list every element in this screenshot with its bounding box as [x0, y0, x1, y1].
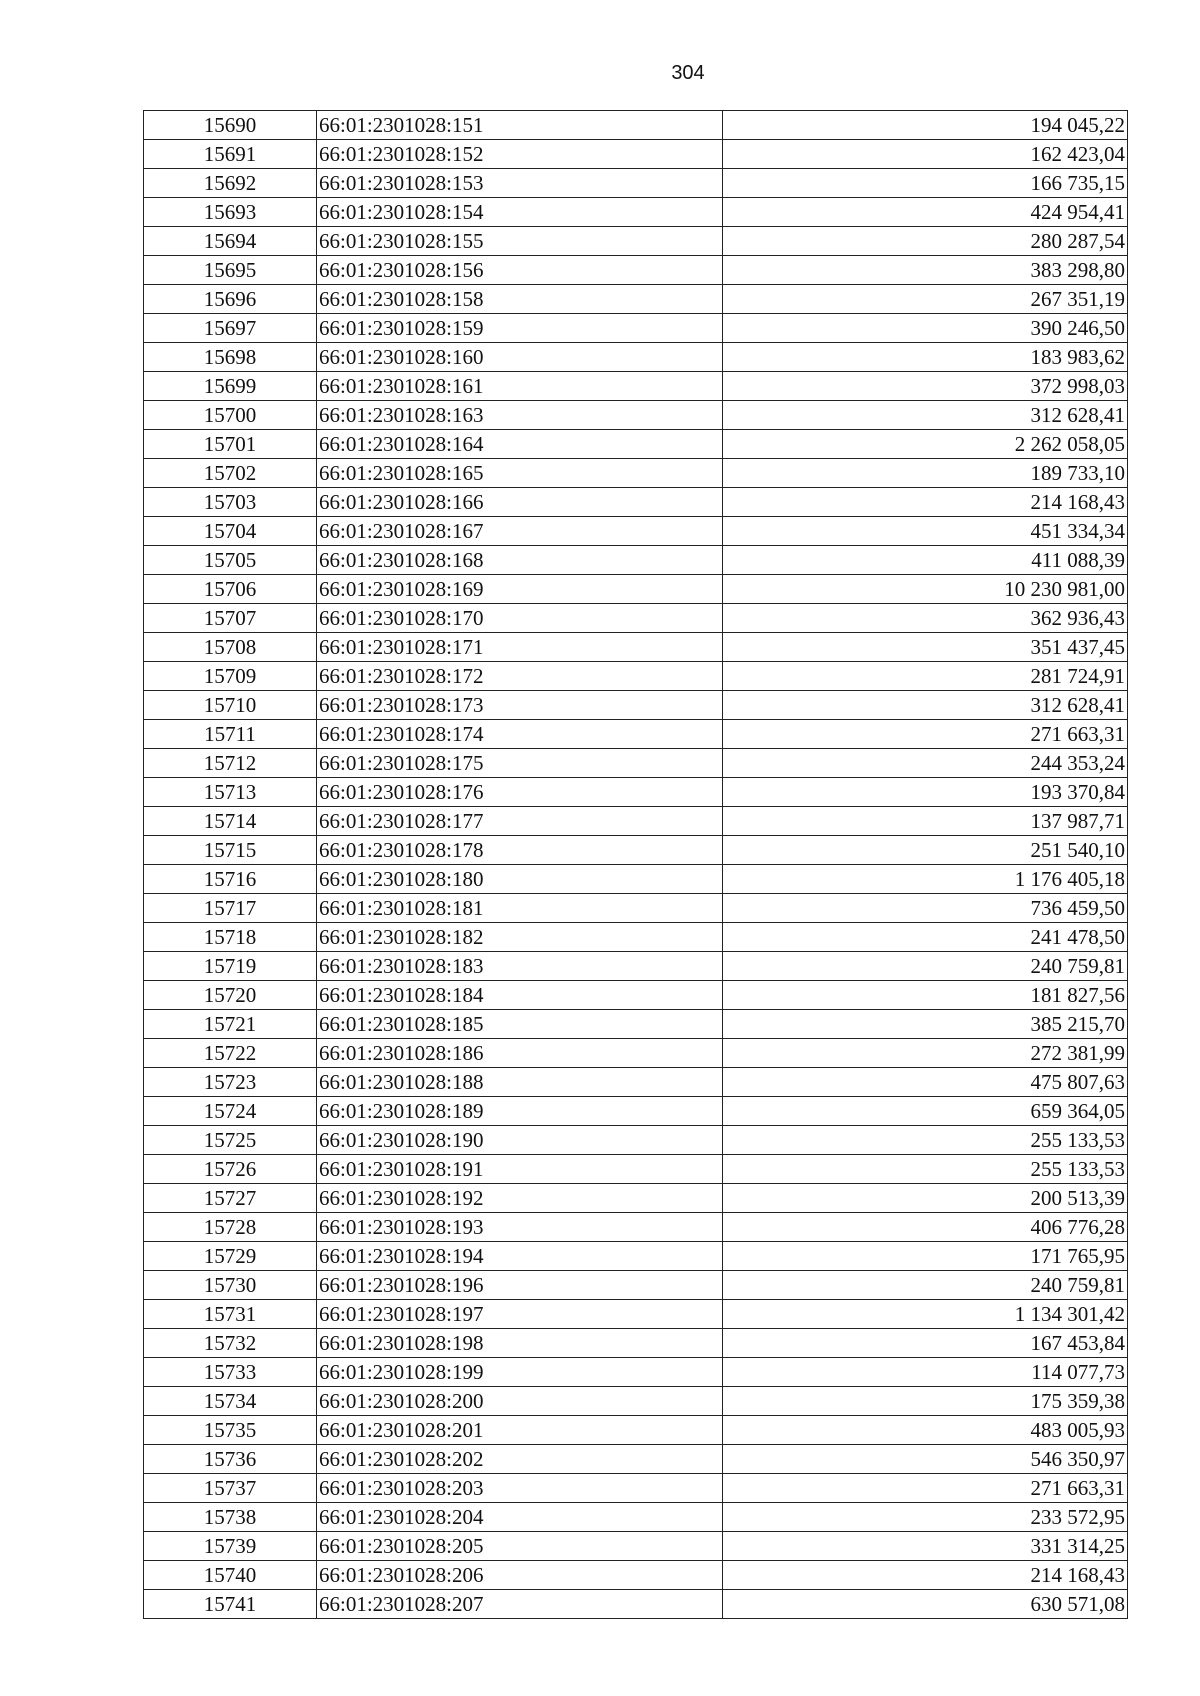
cadastral-value-cell: 200 513,39 [723, 1184, 1128, 1213]
row-number-cell: 15715 [144, 836, 317, 865]
row-number-cell: 15710 [144, 691, 317, 720]
table-row [144, 459, 1128, 488]
row-number-cell: 15706 [144, 575, 317, 604]
table-row [144, 488, 1128, 517]
cadastral-value-cell: 280 287,54 [723, 227, 1128, 256]
cadastral-value-cell: 10 230 981,00 [723, 575, 1128, 604]
table-row [144, 256, 1128, 285]
cadastral-value-cell: 331 314,25 [723, 1532, 1128, 1561]
table-row [144, 140, 1128, 169]
table-row [144, 749, 1128, 778]
cadastral-number-cell: 66:01:2301028:203 [317, 1474, 723, 1503]
cadastral-number-cell: 66:01:2301028:182 [317, 923, 723, 952]
cadastral-value-cell: 181 827,56 [723, 981, 1128, 1010]
cadastral-value-cell: 312 628,41 [723, 691, 1128, 720]
cadastral-value-cell: 271 663,31 [723, 1474, 1128, 1503]
row-number-cell: 15714 [144, 807, 317, 836]
row-number-cell: 15700 [144, 401, 317, 430]
table-row [144, 1097, 1128, 1126]
table-row [144, 894, 1128, 923]
cadastral-number-cell: 66:01:2301028:167 [317, 517, 723, 546]
table-row [144, 1445, 1128, 1474]
row-number-cell: 15716 [144, 865, 317, 894]
row-number-cell: 15696 [144, 285, 317, 314]
row-number-cell: 15738 [144, 1503, 317, 1532]
cadastral-number-cell: 66:01:2301028:184 [317, 981, 723, 1010]
cadastral-number-cell: 66:01:2301028:178 [317, 836, 723, 865]
row-number-cell: 15698 [144, 343, 317, 372]
table-row [144, 778, 1128, 807]
row-number-cell: 15723 [144, 1068, 317, 1097]
row-number-cell: 15711 [144, 720, 317, 749]
row-number-cell: 15739 [144, 1532, 317, 1561]
row-number-cell: 15717 [144, 894, 317, 923]
cadastral-number-cell: 66:01:2301028:181 [317, 894, 723, 923]
cadastral-number-cell: 66:01:2301028:186 [317, 1039, 723, 1068]
cadastral-value-cell: 312 628,41 [723, 401, 1128, 430]
row-number-cell: 15709 [144, 662, 317, 691]
row-number-cell: 15731 [144, 1300, 317, 1329]
row-number-cell: 15732 [144, 1329, 317, 1358]
row-number-cell: 15712 [144, 749, 317, 778]
cadastral-number-cell: 66:01:2301028:194 [317, 1242, 723, 1271]
table-row [144, 1126, 1128, 1155]
table-row [144, 662, 1128, 691]
cadastral-value-cell: 137 987,71 [723, 807, 1128, 836]
cadastral-number-cell: 66:01:2301028:165 [317, 459, 723, 488]
cadastral-value-cell: 362 936,43 [723, 604, 1128, 633]
table-row [144, 923, 1128, 952]
cadastral-number-cell: 66:01:2301028:161 [317, 372, 723, 401]
row-number-cell: 15691 [144, 140, 317, 169]
cadastral-value-cell: 475 807,63 [723, 1068, 1128, 1097]
cadastral-number-cell: 66:01:2301028:175 [317, 749, 723, 778]
cadastral-value-cell: 1 134 301,42 [723, 1300, 1128, 1329]
cadastral-value-cell: 166 735,15 [723, 169, 1128, 198]
table-row [144, 343, 1128, 372]
row-number-cell: 15735 [144, 1416, 317, 1445]
page-number: 304 [671, 62, 705, 84]
cadastral-value-cell: 383 298,80 [723, 256, 1128, 285]
table-row [144, 633, 1128, 662]
cadastral-value-cell: 385 215,70 [723, 1010, 1128, 1039]
table-body [144, 111, 1128, 1619]
table-row [144, 430, 1128, 459]
table-row [144, 1329, 1128, 1358]
cadastral-value-cell: 736 459,50 [723, 894, 1128, 923]
row-number-cell: 15726 [144, 1155, 317, 1184]
row-number-cell: 15703 [144, 488, 317, 517]
row-number-cell: 15694 [144, 227, 317, 256]
cadastral-value-cell: 271 663,31 [723, 720, 1128, 749]
row-number-cell: 15719 [144, 952, 317, 981]
row-number-cell: 15737 [144, 1474, 317, 1503]
cadastral-value-cell: 255 133,53 [723, 1126, 1128, 1155]
cadastral-number-cell: 66:01:2301028:155 [317, 227, 723, 256]
cadastral-value-cell: 483 005,93 [723, 1416, 1128, 1445]
table-row [144, 227, 1128, 256]
cadastral-value-cell: 406 776,28 [723, 1213, 1128, 1242]
row-number-cell: 15729 [144, 1242, 317, 1271]
table-row [144, 865, 1128, 894]
cadastral-number-cell: 66:01:2301028:191 [317, 1155, 723, 1184]
cadastral-value-cell: 114 077,73 [723, 1358, 1128, 1387]
cadastral-value-cell: 241 478,50 [723, 923, 1128, 952]
cadastral-number-cell: 66:01:2301028:185 [317, 1010, 723, 1039]
cadastral-value-cell: 214 168,43 [723, 488, 1128, 517]
row-number-cell: 15704 [144, 517, 317, 546]
cadastral-number-cell: 66:01:2301028:166 [317, 488, 723, 517]
row-number-cell: 15695 [144, 256, 317, 285]
cadastral-value-cell: 630 571,08 [723, 1590, 1128, 1619]
table-row [144, 604, 1128, 633]
cadastral-number-cell: 66:01:2301028:204 [317, 1503, 723, 1532]
cadastral-number-cell: 66:01:2301028:176 [317, 778, 723, 807]
cadastral-value-cell: 281 724,91 [723, 662, 1128, 691]
cadastral-number-cell: 66:01:2301028:188 [317, 1068, 723, 1097]
cadastral-number-cell: 66:01:2301028:202 [317, 1445, 723, 1474]
table-row [144, 546, 1128, 575]
cadastral-number-cell: 66:01:2301028:171 [317, 633, 723, 662]
table-row [144, 401, 1128, 430]
cadastral-number-cell: 66:01:2301028:170 [317, 604, 723, 633]
cadastral-number-cell: 66:01:2301028:207 [317, 1590, 723, 1619]
cadastral-number-cell: 66:01:2301028:196 [317, 1271, 723, 1300]
table-row [144, 1358, 1128, 1387]
cadastral-value-cell: 194 045,22 [723, 111, 1128, 140]
table-row [144, 1532, 1128, 1561]
cadastral-value-cell: 659 364,05 [723, 1097, 1128, 1126]
row-number-cell: 15718 [144, 923, 317, 952]
row-number-cell: 15693 [144, 198, 317, 227]
cadastral-value-cell: 251 540,10 [723, 836, 1128, 865]
cadastral-value-cell: 1 176 405,18 [723, 865, 1128, 894]
cadastral-number-cell: 66:01:2301028:198 [317, 1329, 723, 1358]
cadastral-number-cell: 66:01:2301028:189 [317, 1097, 723, 1126]
table-row [144, 1213, 1128, 1242]
cadastral-value-cell: 214 168,43 [723, 1561, 1128, 1590]
cadastral-number-cell: 66:01:2301028:163 [317, 401, 723, 430]
cadastral-number-cell: 66:01:2301028:192 [317, 1184, 723, 1213]
table-row [144, 1039, 1128, 1068]
row-number-cell: 15702 [144, 459, 317, 488]
cadastral-value-cell: 411 088,39 [723, 546, 1128, 575]
cadastral-number-cell: 66:01:2301028:154 [317, 198, 723, 227]
cadastral-number-cell: 66:01:2301028:183 [317, 952, 723, 981]
table-row [144, 575, 1128, 604]
cadastral-number-cell: 66:01:2301028:206 [317, 1561, 723, 1590]
table-row [144, 1474, 1128, 1503]
cadastral-value-table [143, 110, 1128, 1619]
row-number-cell: 15721 [144, 1010, 317, 1039]
cadastral-value-cell: 175 359,38 [723, 1387, 1128, 1416]
row-number-cell: 15720 [144, 981, 317, 1010]
cadastral-number-cell: 66:01:2301028:200 [317, 1387, 723, 1416]
cadastral-number-cell: 66:01:2301028:172 [317, 662, 723, 691]
table-row [144, 1010, 1128, 1039]
cadastral-number-cell: 66:01:2301028:173 [317, 691, 723, 720]
cadastral-number-cell: 66:01:2301028:169 [317, 575, 723, 604]
cadastral-value-cell: 233 572,95 [723, 1503, 1128, 1532]
table-row [144, 1561, 1128, 1590]
table-row [144, 1300, 1128, 1329]
row-number-cell: 15708 [144, 633, 317, 662]
cadastral-number-cell: 66:01:2301028:180 [317, 865, 723, 894]
cadastral-value-cell: 244 353,24 [723, 749, 1128, 778]
cadastral-number-cell: 66:01:2301028:168 [317, 546, 723, 575]
cadastral-number-cell: 66:01:2301028:201 [317, 1416, 723, 1445]
cadastral-value-cell: 240 759,81 [723, 952, 1128, 981]
row-number-cell: 15705 [144, 546, 317, 575]
row-number-cell: 15740 [144, 1561, 317, 1590]
cadastral-value-cell: 183 983,62 [723, 343, 1128, 372]
row-number-cell: 15699 [144, 372, 317, 401]
cadastral-value-cell: 189 733,10 [723, 459, 1128, 488]
row-number-cell: 15728 [144, 1213, 317, 1242]
cadastral-number-cell: 66:01:2301028:151 [317, 111, 723, 140]
table-row [144, 981, 1128, 1010]
cadastral-number-cell: 66:01:2301028:164 [317, 430, 723, 459]
cadastral-value-cell: 171 765,95 [723, 1242, 1128, 1271]
row-number-cell: 15730 [144, 1271, 317, 1300]
table-row [144, 1068, 1128, 1097]
cadastral-value-cell: 424 954,41 [723, 198, 1128, 227]
table-row [144, 1416, 1128, 1445]
row-number-cell: 15727 [144, 1184, 317, 1213]
cadastral-number-cell: 66:01:2301028:193 [317, 1213, 723, 1242]
row-number-cell: 15736 [144, 1445, 317, 1474]
table-row [144, 1155, 1128, 1184]
row-number-cell: 15690 [144, 111, 317, 140]
table-row [144, 1387, 1128, 1416]
table-row [144, 1590, 1128, 1619]
cadastral-value-cell: 390 246,50 [723, 314, 1128, 343]
cadastral-value-cell: 272 381,99 [723, 1039, 1128, 1068]
cadastral-value-cell: 546 350,97 [723, 1445, 1128, 1474]
cadastral-number-cell: 66:01:2301028:153 [317, 169, 723, 198]
row-number-cell: 15707 [144, 604, 317, 633]
table-row [144, 952, 1128, 981]
cadastral-value-cell: 451 334,34 [723, 517, 1128, 546]
row-number-cell: 15697 [144, 314, 317, 343]
cadastral-number-cell: 66:01:2301028:197 [317, 1300, 723, 1329]
cadastral-value-cell: 255 133,53 [723, 1155, 1128, 1184]
cadastral-number-cell: 66:01:2301028:152 [317, 140, 723, 169]
table-row [144, 1242, 1128, 1271]
row-number-cell: 15701 [144, 430, 317, 459]
cadastral-value-cell: 267 351,19 [723, 285, 1128, 314]
table-row [144, 836, 1128, 865]
row-number-cell: 15741 [144, 1590, 317, 1619]
table-row [144, 111, 1128, 140]
cadastral-value-cell: 2 262 058,05 [723, 430, 1128, 459]
table-row [144, 285, 1128, 314]
row-number-cell: 15724 [144, 1097, 317, 1126]
table-row [144, 198, 1128, 227]
table-row [144, 691, 1128, 720]
cadastral-value-cell: 167 453,84 [723, 1329, 1128, 1358]
row-number-cell: 15734 [144, 1387, 317, 1416]
cadastral-value-cell: 372 998,03 [723, 372, 1128, 401]
cadastral-number-cell: 66:01:2301028:156 [317, 256, 723, 285]
cadastral-value-cell: 351 437,45 [723, 633, 1128, 662]
table-row [144, 169, 1128, 198]
table-row [144, 1271, 1128, 1300]
table-row [144, 314, 1128, 343]
table-row [144, 720, 1128, 749]
cadastral-number-cell: 66:01:2301028:190 [317, 1126, 723, 1155]
row-number-cell: 15733 [144, 1358, 317, 1387]
table-row [144, 1184, 1128, 1213]
cadastral-number-cell: 66:01:2301028:174 [317, 720, 723, 749]
cadastral-number-cell: 66:01:2301028:199 [317, 1358, 723, 1387]
cadastral-number-cell: 66:01:2301028:160 [317, 343, 723, 372]
cadastral-value-cell: 193 370,84 [723, 778, 1128, 807]
cadastral-number-cell: 66:01:2301028:159 [317, 314, 723, 343]
row-number-cell: 15713 [144, 778, 317, 807]
row-number-cell: 15692 [144, 169, 317, 198]
table-row [144, 372, 1128, 401]
cadastral-number-cell: 66:01:2301028:205 [317, 1532, 723, 1561]
cadastral-number-cell: 66:01:2301028:177 [317, 807, 723, 836]
table-row [144, 1503, 1128, 1532]
table-row [144, 517, 1128, 546]
cadastral-number-cell: 66:01:2301028:158 [317, 285, 723, 314]
row-number-cell: 15722 [144, 1039, 317, 1068]
table-row [144, 807, 1128, 836]
cadastral-value-cell: 162 423,04 [723, 140, 1128, 169]
cadastral-value-cell: 240 759,81 [723, 1271, 1128, 1300]
row-number-cell: 15725 [144, 1126, 317, 1155]
